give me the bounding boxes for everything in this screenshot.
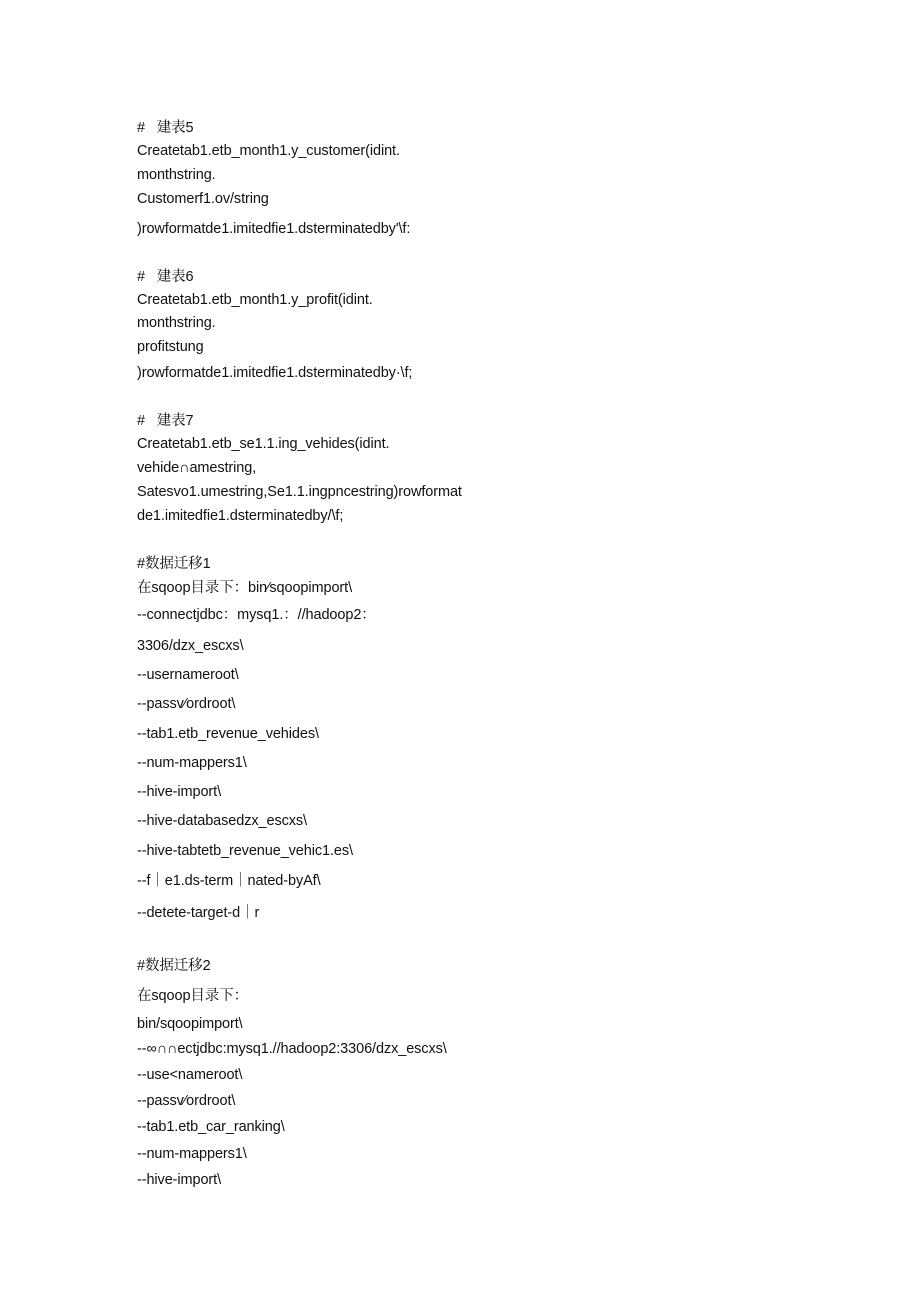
code-line: Customerf1.ov/string [137, 191, 269, 207]
code-line: --passv∕ordroot\ [137, 1093, 236, 1109]
code-line: --tab1.etb_revenue_vehides\ [137, 726, 319, 742]
code-line: --connectjdbc：mysq1.：//hadoop2： [137, 607, 376, 623]
heading-migration-1: #数据迁移1 [137, 556, 211, 572]
code-line: --num-mappers1\ [137, 755, 247, 771]
code-line: Createtab1.etb_month1.y_profit(idint. [137, 292, 373, 308]
code-line: Createtab1.etb_se1.1.ing_vehides(idint. [137, 436, 390, 452]
code-line: --hive-databasedzx_escxs\ [137, 813, 307, 829]
code-line: de1.imitedfie1.dsterminatedby/\f; [137, 508, 344, 524]
heading-migration-2: #数据迁移2 [137, 958, 211, 974]
code-line: bin/sqoopimport\ [137, 1016, 243, 1032]
code-line: --usernameroot\ [137, 667, 239, 683]
code-line: 3306/dzx_escxs\ [137, 638, 244, 654]
code-line: --tab1.etb_car_ranking\ [137, 1119, 285, 1135]
code-line: Satesvo1.umestring,Se1.1.ingpncestring)rowformat [137, 484, 462, 500]
code-line: monthstring. [137, 315, 216, 331]
heading-table-7: # 建表7 [137, 413, 194, 429]
code-line: vehide∩amestring, [137, 460, 257, 476]
code-line: profitstung [137, 339, 204, 355]
code-line: 在sqoop目录下： [137, 988, 249, 1004]
code-line: --detete-target-d｜r [137, 905, 260, 921]
code-line: --num-mappers1\ [137, 1146, 247, 1162]
code-line: --use<nameroot\ [137, 1067, 243, 1083]
code-line: --hive-tabtetb_revenue_vehic1.es\ [137, 843, 353, 859]
code-line: )rowformatde1.imitedfie1.dsterminatedby·\f; [137, 365, 413, 381]
code-line: Createtab1.etb_month1.y_customer(idint. [137, 143, 400, 159]
code-line: --hive-import\ [137, 784, 222, 800]
heading-table-6: # 建表6 [137, 269, 194, 285]
code-line: --passv∕ordroot\ [137, 696, 236, 712]
code-line: --f｜e1.ds-term｜nated-byAf\ [137, 873, 321, 889]
heading-table-5: # 建表5 [137, 120, 194, 136]
code-line: --∞∩∩ectjdbc:mysq1.//hadoop2:3306/dzx_escxs\ [137, 1041, 447, 1057]
code-line: 在sqoop目录下：bin∕sqoopimport\ [137, 580, 352, 596]
code-line: monthstring. [137, 167, 216, 183]
code-line: )rowformatde1.imitedfie1.dsterminatedby'\f: [137, 221, 411, 237]
code-line: --hive-import\ [137, 1172, 222, 1188]
